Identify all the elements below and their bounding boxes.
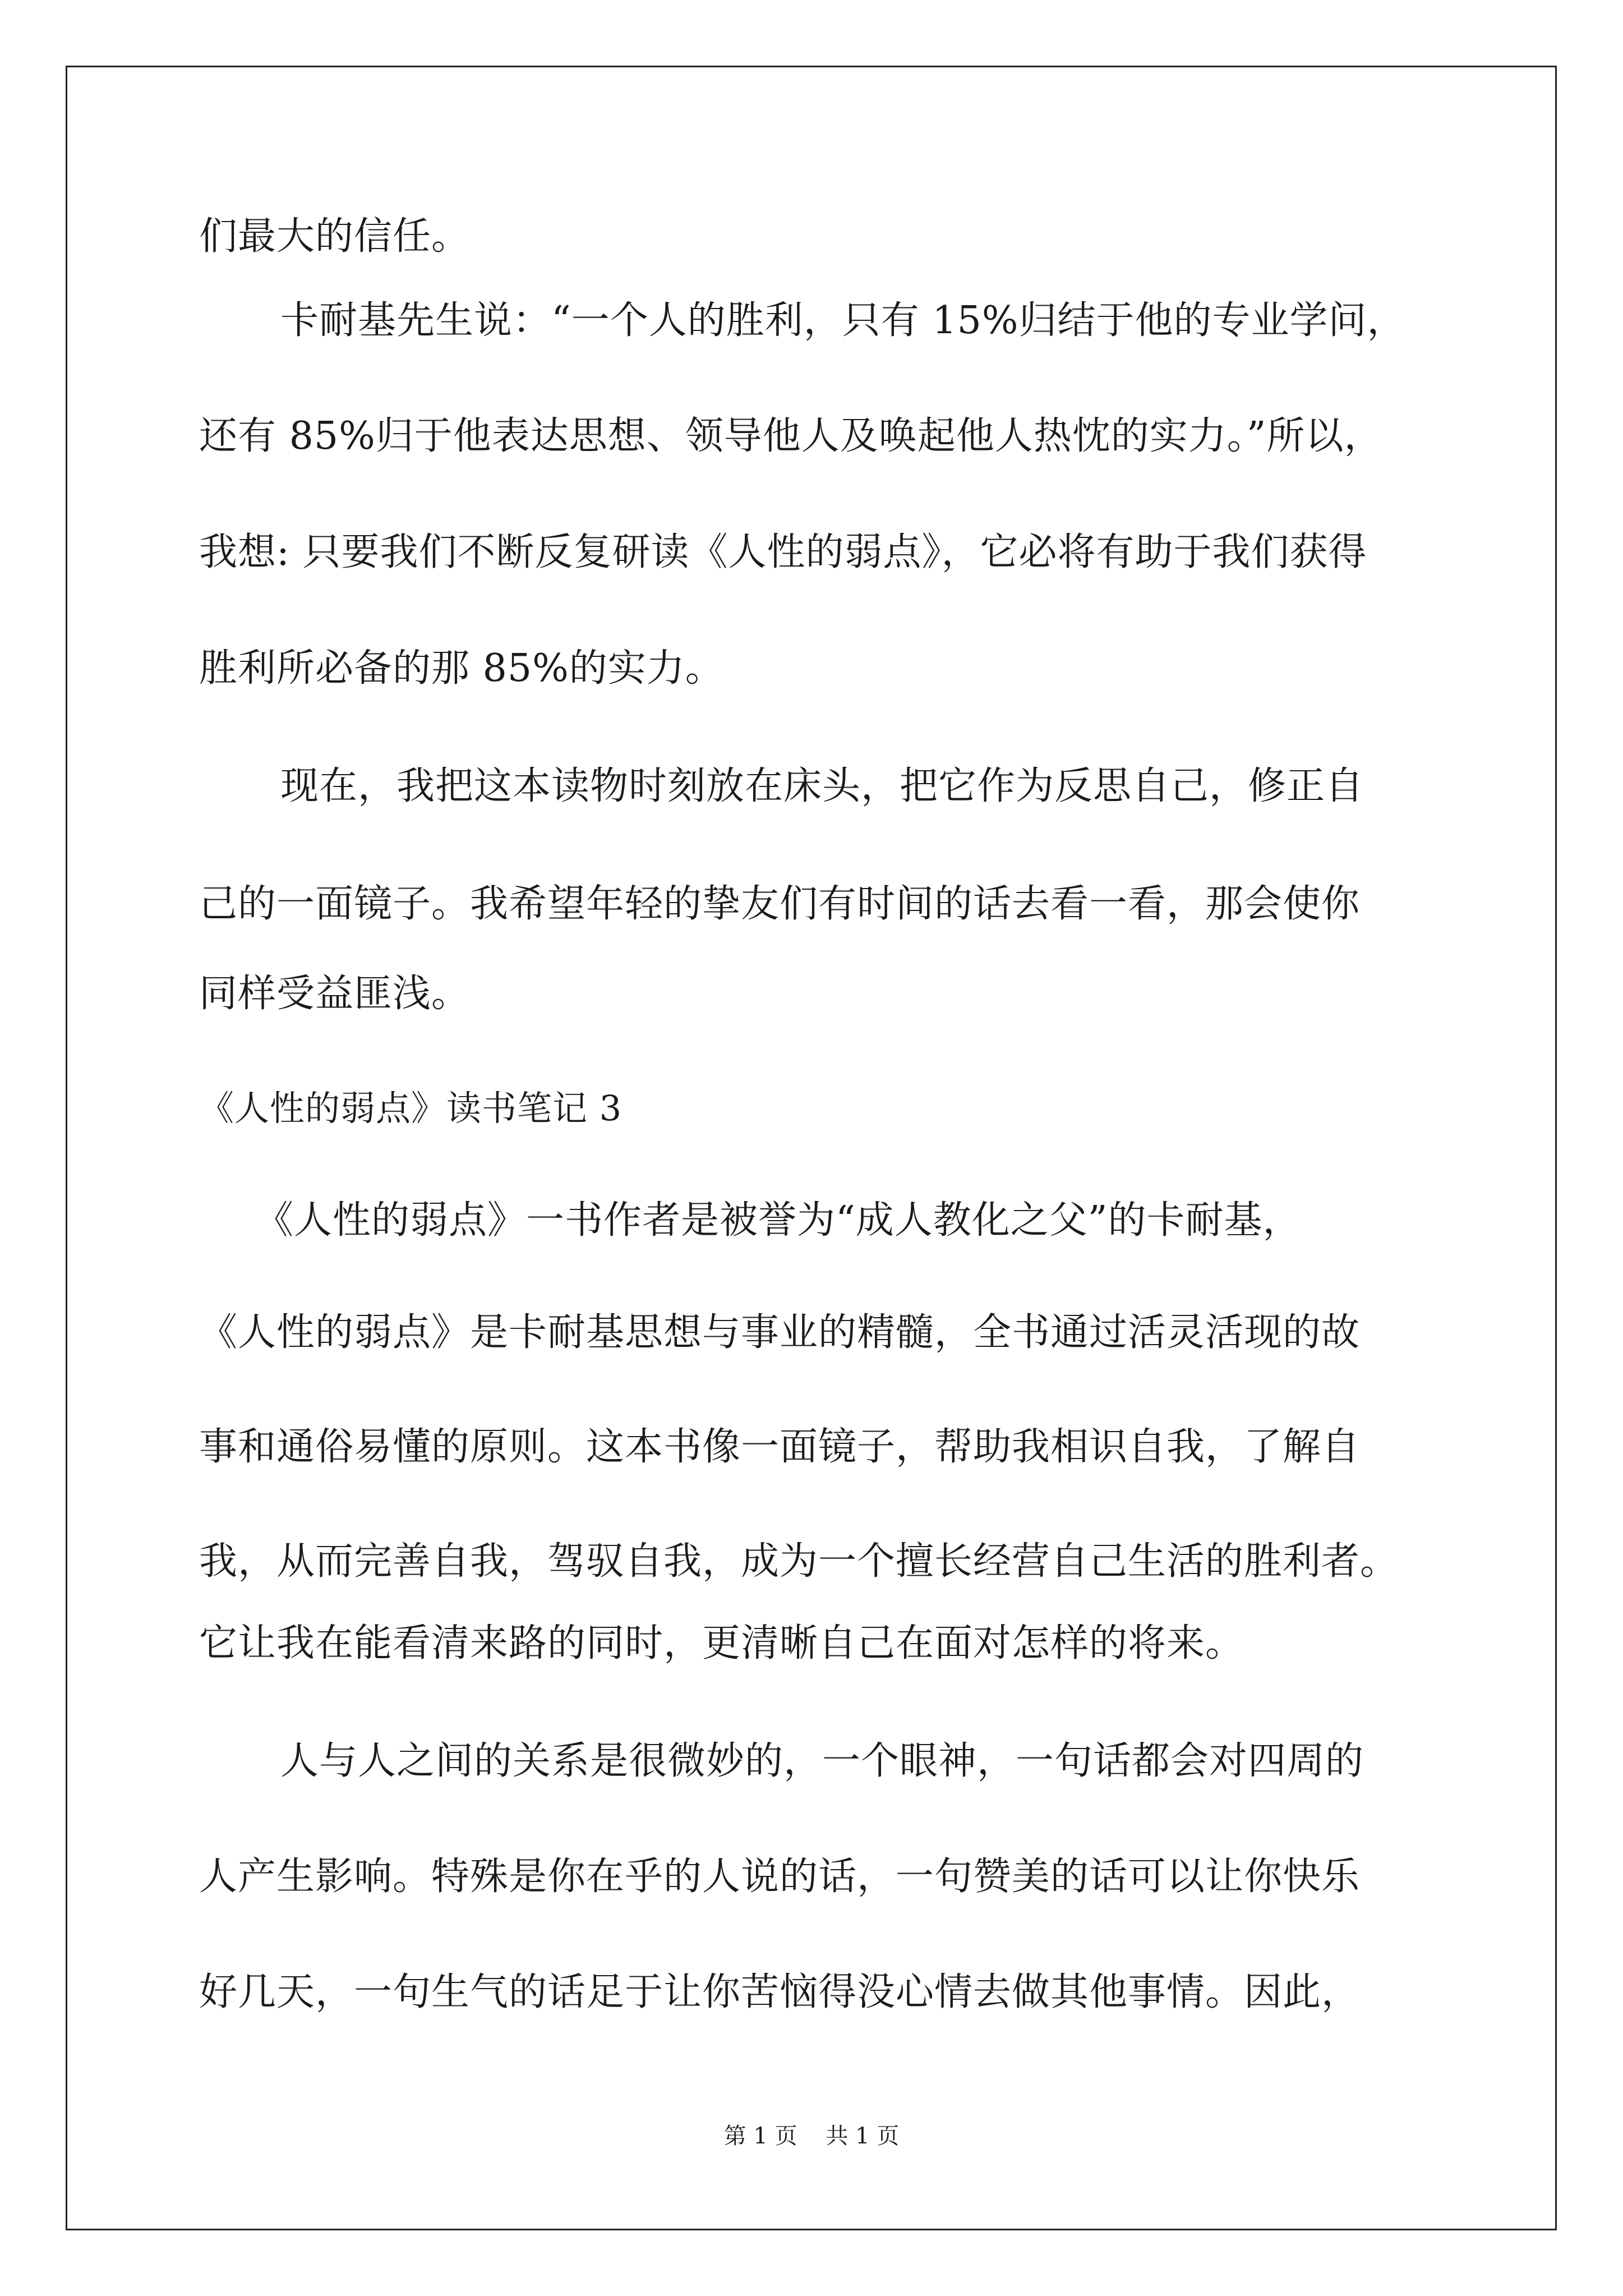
body-text-line: 我，从而完善自我，驾驭自我，成为一个擅长经营自己生活的胜利者。 [199,1539,1399,1584]
body-text-line: 胜利所必备的那 85%的实力。 [199,646,724,691]
body-text-line: 好几天，一句生气的话足于让你苦恼得没心情去做其他事情。因此， [199,1970,1361,2014]
body-text-line: 事和通俗易懂的原则。这本书像一面镜子，帮助我相识自我，了解自 [199,1425,1361,1469]
paragraph-first-line: 现在，我把这本读物时刻放在床头，把它作为反思自己，修正自 [280,764,1364,808]
body-text-line: 还有 85%归于他表达思想、领导他人及唤起他人热忱的实力。”所以， [199,414,1383,458]
page-number-footer: 第 1 页 共 1 页 [723,2123,900,2149]
body-text-line: 己的一面镜子。我希望年轻的挚友们有时间的话去看一看，那会使你 [199,882,1361,926]
paragraph-first-line: 人与人之间的关系是很微妙的，一个眼神，一句话都会对四周的 [280,1739,1364,1783]
page-border [66,66,1557,2230]
body-text-line: 它让我在能看清来路的同时，更清晰自己在面对怎样的将来。 [199,1621,1244,1665]
body-text-line: 们最大的信任。 [199,214,471,259]
body-text-line: 同样受益匪浅。 [199,972,471,1016]
paragraph-first-line: 《人性的弱点》一书作者是被誉为“成人教化之父”的卡耐基， [255,1198,1302,1243]
body-text-line: 人产生影响。特殊是你在乎的人说的话，一句赞美的话可以让你快乐 [199,1855,1361,1899]
body-text-line: 《人性的弱点》是卡耐基思想与事业的精髓，全书通过活灵活现的故 [199,1310,1361,1355]
paragraph-first-line: 卡耐基先生说：“一个人的胜利，只有 15%归结于他的专业学问， [280,298,1406,343]
body-text-line: 我想: 只要我们不断反复研读《人性的弱点》，它必将有助于我们获得 [199,530,1367,574]
section-heading: 《人性的弱点》读书笔记 3 [199,1088,623,1129]
